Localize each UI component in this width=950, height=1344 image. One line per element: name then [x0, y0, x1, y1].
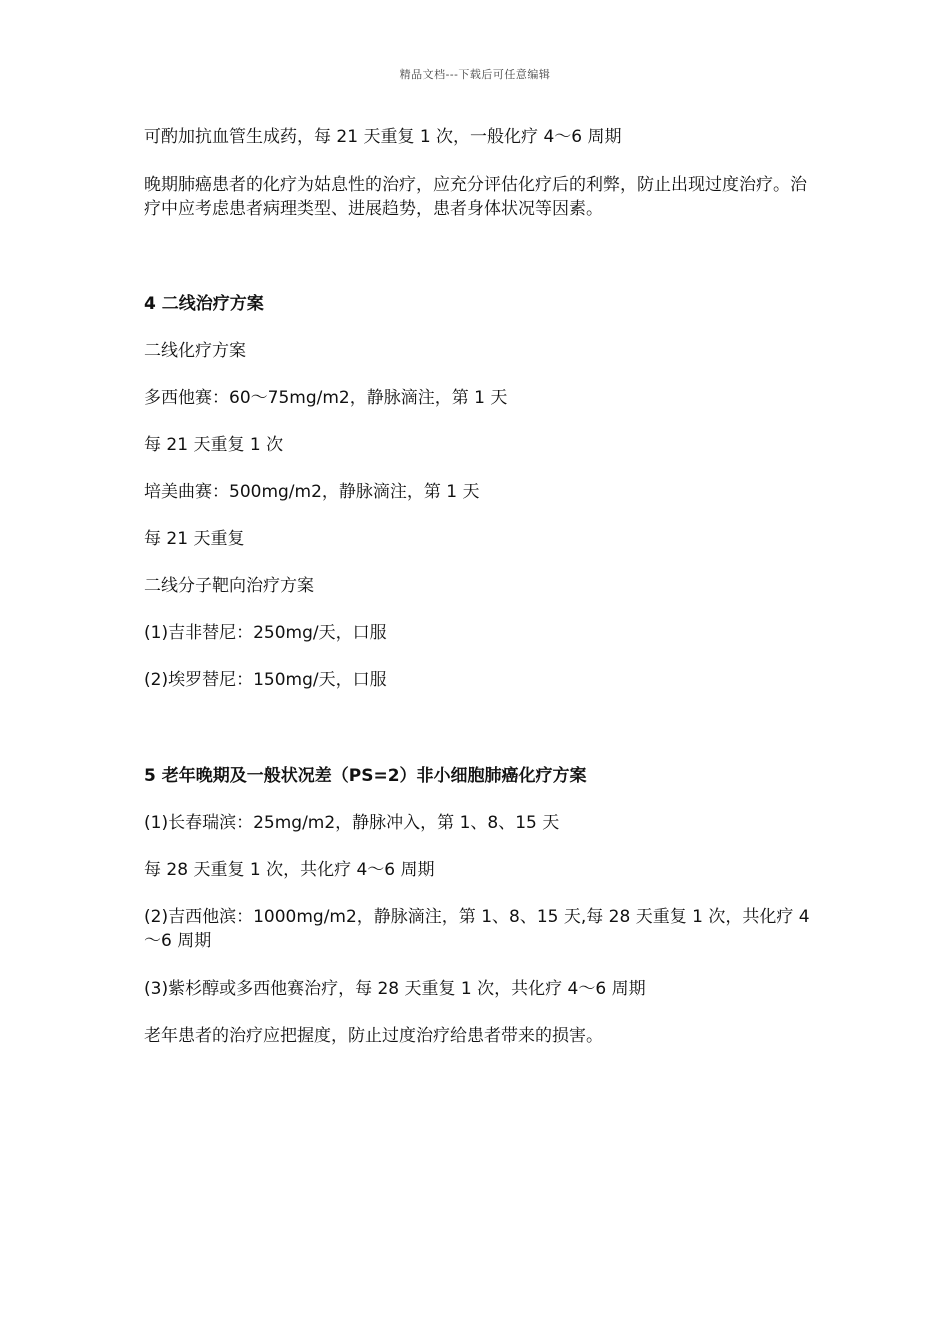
paragraph-paclitaxel: (3)紫杉醇或多西他赛治疗，每 28 天重复 1 次，共化疗 4～6 周期	[144, 979, 646, 999]
section-heading-elderly: 5 老年晚期及一般状况差（PS=2）非小细胞肺癌化疗方案	[144, 766, 587, 786]
paragraph-antiangiogenic: 可酌加抗血管生成药，每 21 天重复 1 次，一般化疗 4～6 周期	[144, 127, 622, 147]
paragraph-vinorelbine: (1)长春瑞滨：25mg/m2，静脉冲入，第 1、8、15 天	[144, 813, 560, 833]
paragraph-repeat-21: 每 21 天重复	[144, 529, 245, 549]
paragraph-gefitinib: (1)吉非替尼：250mg/天，口服	[144, 623, 387, 643]
paragraph-targeted-therapy: 二线分子靶向治疗方案	[144, 576, 314, 596]
paragraph-gemcitabine: (2)吉西他滨：1000mg/m2，静脉滴注，第 1、8、15 天,每 28 天重复 1 次，共化疗 4～6 周期	[144, 907, 810, 951]
paragraph-pemetrexed: 培美曲赛：500mg/m2，静脉滴注，第 1 天	[144, 482, 480, 502]
paragraph-erlotinib: (2)埃罗替尼：150mg/天，口服	[144, 670, 387, 690]
paragraph-repeat-21-once: 每 21 天重复 1 次	[144, 435, 284, 455]
page-header: 精品文档---下载后可任意编辑	[399, 68, 551, 81]
section-heading-second-line: 4 二线治疗方案	[144, 294, 264, 314]
paragraph-elderly-note: 老年患者的治疗应把握度，防止过度治疗给患者带来的损害。	[144, 1026, 603, 1046]
paragraph-palliative: 晚期肺癌患者的化疗为姑息性的治疗，应充分评估化疗后的利弊，防止出现过度治疗。治疗中应考虑患者病理类型、进展趋势，患者身体状况等因素。	[144, 175, 807, 219]
paragraph-repeat-28-cycles: 每 28 天重复 1 次，共化疗 4～6 周期	[144, 860, 435, 880]
paragraph-docetaxel: 多西他赛：60～75mg/m2，静脉滴注，第 1 天	[144, 388, 508, 408]
paragraph-second-line-chemo: 二线化疗方案	[144, 341, 246, 361]
